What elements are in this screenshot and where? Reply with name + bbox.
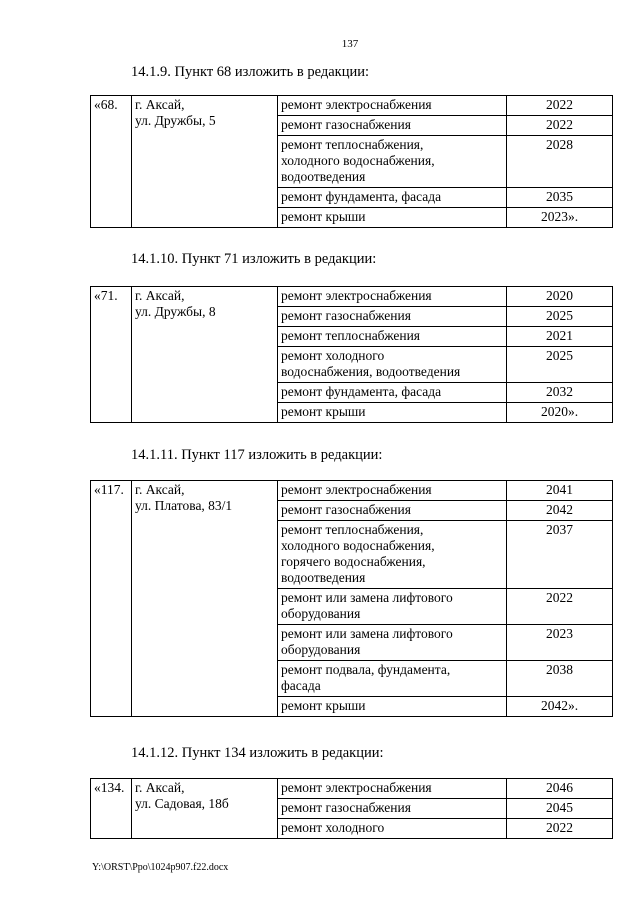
year-cell: 2042 [507, 501, 613, 521]
year-cell: 2041 [507, 481, 613, 501]
amendment-table [90, 778, 613, 839]
work-type-cell [278, 521, 507, 589]
section-heading: 14.1.12. Пункт 134 изложить в редакции: [131, 745, 384, 761]
address-line: ул. Дружбы, 8 [135, 304, 216, 319]
work-type-line: ремонт или замена лифтового [281, 590, 453, 605]
year-cell: 2021 [507, 327, 613, 347]
year-cell: 2032 [507, 383, 613, 403]
work-type-cell [278, 403, 507, 423]
work-type-cell [278, 188, 507, 208]
item-number: «134. [91, 779, 132, 839]
year-cell: 2020 [507, 287, 613, 307]
work-type-line: горячего водоснабжения, [281, 554, 426, 569]
work-type-line: холодного водоснабжения, [281, 153, 435, 168]
work-type-line: ремонт крыши [281, 209, 366, 224]
year-cell: 2037 [507, 521, 613, 589]
work-type-cell [278, 625, 507, 661]
work-type-line: ремонт электроснабжения [281, 97, 432, 112]
year-cell: 2045 [507, 799, 613, 819]
address-line: г. Аксай, [135, 288, 185, 303]
address-line: ул. Дружбы, 5 [135, 113, 216, 128]
amendment-table [90, 95, 613, 228]
work-type-line: холодного водоснабжения, [281, 538, 435, 553]
work-type-cell [278, 208, 507, 228]
work-type-line: оборудования [281, 642, 361, 657]
work-type-cell [278, 779, 507, 799]
amendment-table [90, 286, 613, 423]
work-type-line: ремонт холодного [281, 820, 385, 835]
item-number: «68. [91, 96, 132, 228]
work-type-cell [278, 697, 507, 717]
year-cell: 2022 [507, 96, 613, 116]
address-cell [132, 481, 278, 717]
work-type-cell [278, 799, 507, 819]
year-cell: 2046 [507, 779, 613, 799]
work-type-line: ремонт теплоснабжения, [281, 522, 424, 537]
work-type-cell [278, 383, 507, 403]
address-line: г. Аксай, [135, 482, 185, 497]
item-number: «117. [91, 481, 132, 717]
work-type-line: ремонт крыши [281, 698, 366, 713]
work-type-cell [278, 136, 507, 188]
year-cell: 2020». [507, 403, 613, 423]
year-cell: 2028 [507, 136, 613, 188]
work-type-line: ремонт газоснабжения [281, 502, 411, 517]
item-number: «71. [91, 287, 132, 423]
work-type-cell [278, 661, 507, 697]
address-line: ул. Платова, 83/1 [135, 498, 233, 513]
work-type-line: ремонт электроснабжения [281, 482, 432, 497]
work-type-line: ремонт теплоснабжения, [281, 137, 424, 152]
table-row [91, 779, 613, 799]
page-number: 137 [341, 38, 359, 50]
address-cell [132, 287, 278, 423]
work-type-cell [278, 327, 507, 347]
work-type-cell [278, 307, 507, 327]
work-type-line: ремонт теплоснабжения [281, 328, 421, 343]
work-type-cell [278, 116, 507, 136]
section-heading: 14.1.11. Пункт 117 изложить в редакции: [131, 447, 383, 463]
work-type-line: ремонт фундамента, фасада [281, 189, 442, 204]
work-type-line: ремонт газоснабжения [281, 308, 411, 323]
work-type-line: ремонт электроснабжения [281, 288, 432, 303]
work-type-line: ремонт газоснабжения [281, 117, 411, 132]
work-type-line: ремонт фундамента, фасада [281, 384, 442, 399]
year-cell: 2025 [507, 307, 613, 327]
amendment-table [90, 480, 613, 717]
year-cell: 2023». [507, 208, 613, 228]
work-type-cell [278, 481, 507, 501]
year-cell: 2038 [507, 661, 613, 697]
work-type-cell [278, 589, 507, 625]
work-type-line: ремонт крыши [281, 404, 366, 419]
work-type-cell [278, 501, 507, 521]
table-row [91, 481, 613, 501]
section-heading: 14.1.10. Пункт 71 изложить в редакции: [131, 251, 377, 267]
work-type-line: водоотведения [281, 570, 366, 585]
table-row [91, 96, 613, 116]
address-line: ул. Садовая, 18б [135, 796, 229, 811]
work-type-cell [278, 96, 507, 116]
work-type-cell [278, 287, 507, 307]
work-type-cell [278, 347, 507, 383]
work-type-line: ремонт электроснабжения [281, 780, 432, 795]
file-path-footer: Y:\ORST\Ppo\1024p907.f22.docx [92, 862, 229, 873]
work-type-line: оборудования [281, 606, 361, 621]
work-type-line: ремонт холодного [281, 348, 385, 363]
section-heading: 14.1.9. Пункт 68 изложить в редакции: [131, 64, 370, 80]
table-row [91, 287, 613, 307]
address-cell [132, 96, 278, 228]
work-type-line: ремонт газоснабжения [281, 800, 411, 815]
address-cell [132, 779, 278, 839]
year-cell: 2023 [507, 625, 613, 661]
work-type-line: водоотведения [281, 169, 366, 184]
work-type-line: ремонт подвала, фундамента, [281, 662, 451, 677]
year-cell: 2022 [507, 819, 613, 839]
year-cell: 2025 [507, 347, 613, 383]
year-cell: 2042». [507, 697, 613, 717]
year-cell: 2022 [507, 116, 613, 136]
address-line: г. Аксай, [135, 97, 185, 112]
year-cell: 2022 [507, 589, 613, 625]
work-type-line: водоснабжения, водоотведения [281, 364, 461, 379]
work-type-line: ремонт или замена лифтового [281, 626, 453, 641]
work-type-cell [278, 819, 507, 839]
work-type-line: фасада [281, 678, 321, 693]
address-line: г. Аксай, [135, 780, 185, 795]
year-cell: 2035 [507, 188, 613, 208]
